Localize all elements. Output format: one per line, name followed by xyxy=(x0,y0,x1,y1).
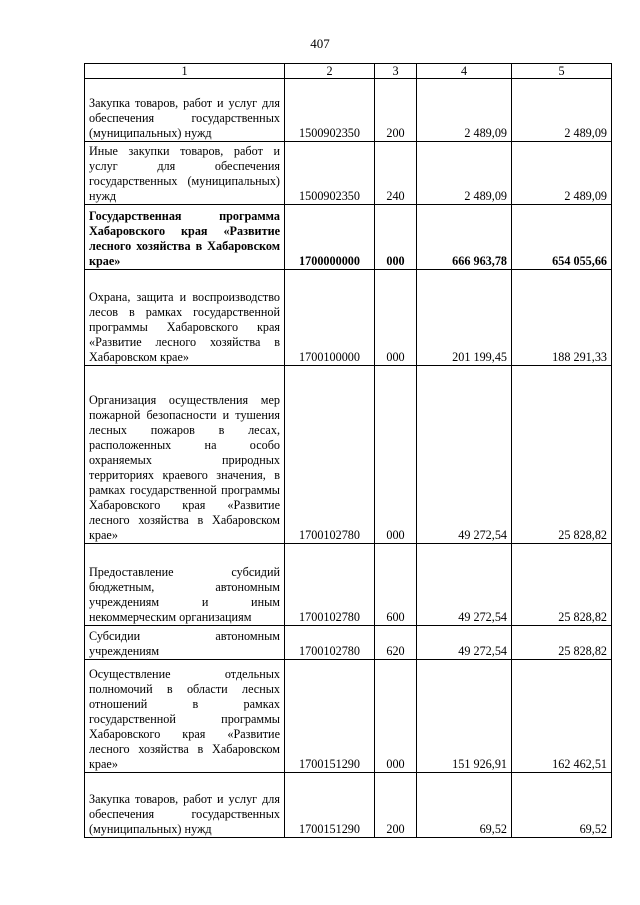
target-article-code: 1700151290 xyxy=(285,773,375,838)
page-number: 407 xyxy=(310,36,330,51)
table-row xyxy=(85,626,612,660)
sum-second-year: 188 291,33 xyxy=(512,270,612,366)
sum-second-year: 25 828,82 xyxy=(512,626,612,660)
target-article-code: 1500902350 xyxy=(285,79,375,142)
expense-type-code: 600 xyxy=(375,544,417,626)
sum-second-year: 25 828,82 xyxy=(512,366,612,544)
sum-first-year: 2 489,09 xyxy=(417,79,512,142)
expense-type-code: 000 xyxy=(375,366,417,544)
table-row xyxy=(85,142,612,205)
expense-type-code: 240 xyxy=(375,142,417,205)
sum-first-year: 49 272,54 xyxy=(417,544,512,626)
expense-name: Осуществление отдельных полномочий в области лесных отношений в рамках государственной программы Хабаровского края «Развитие лесного хозяйства в Хабаровском крае» xyxy=(85,660,285,773)
target-article-code: 1500902350 xyxy=(285,142,375,205)
expense-name: Государственная программа Хабаровского края «Развитие лесного хозяйства в Хабаровском крае» xyxy=(85,205,285,270)
expense-name: Закупка товаров, работ и услуг для обеспечения государственных (муниципальных) нужд xyxy=(85,79,285,142)
sum-first-year: 201 199,45 xyxy=(417,270,512,366)
expense-type-code: 200 xyxy=(375,773,417,838)
column-number-row xyxy=(85,64,612,79)
target-article-code: 1700102780 xyxy=(285,366,375,544)
column-number-2: 2 xyxy=(285,64,375,79)
column-number-5: 5 xyxy=(512,64,612,79)
expense-name: Организация осуществления мер пожарной безопасности и тушения лесных пожаров в лесах, расположенных на особо охраняемых природных территориях краевого значения, в рамках государственной программы Хабаровского края «Развитие лесного хозяйства в Хабаровском крае» xyxy=(85,366,285,544)
sum-first-year: 2 489,09 xyxy=(417,142,512,205)
sum-second-year: 2 489,09 xyxy=(512,79,612,142)
sum-second-year: 654 055,66 xyxy=(512,205,612,270)
table-row xyxy=(85,544,612,626)
target-article-code: 1700102780 xyxy=(285,544,375,626)
sum-first-year: 49 272,54 xyxy=(417,366,512,544)
expense-name: Закупка товаров, работ и услуг для обеспечения государственных (муниципальных) нужд xyxy=(85,773,285,838)
sum-first-year: 49 272,54 xyxy=(417,626,512,660)
table-row xyxy=(85,270,612,366)
table-row xyxy=(85,205,612,270)
expense-type-code: 620 xyxy=(375,626,417,660)
expense-name: Охрана, защита и воспроизводство лесов в рамках государственной программы Хабаровского края «Развитие лесного хозяйства в Хабаровском крае» xyxy=(85,270,285,366)
expense-name: Субсидии автономным учреждениям xyxy=(85,626,285,660)
expense-name: Предоставление субсидий бюджетным, автономным учреждениям и иным некоммерческим организациям xyxy=(85,544,285,626)
sum-second-year: 69,52 xyxy=(512,773,612,838)
column-number-3: 3 xyxy=(375,64,417,79)
expense-name: Иные закупки товаров, работ и услуг для обеспечения государственных (муниципальных) нужд xyxy=(85,142,285,205)
table-row xyxy=(85,773,612,838)
expense-type-code: 000 xyxy=(375,660,417,773)
sum-second-year: 162 462,51 xyxy=(512,660,612,773)
target-article-code: 1700000000 xyxy=(285,205,375,270)
sum-second-year: 25 828,82 xyxy=(512,544,612,626)
column-number-4: 4 xyxy=(417,64,512,79)
sum-first-year: 666 963,78 xyxy=(417,205,512,270)
sum-first-year: 69,52 xyxy=(417,773,512,838)
table-row xyxy=(85,366,612,544)
sum-first-year: 151 926,91 xyxy=(417,660,512,773)
column-number-1: 1 xyxy=(85,64,285,79)
target-article-code: 1700100000 xyxy=(285,270,375,366)
sum-second-year: 2 489,09 xyxy=(512,142,612,205)
target-article-code: 1700102780 xyxy=(285,626,375,660)
expense-type-code: 200 xyxy=(375,79,417,142)
table-row xyxy=(85,660,612,773)
expense-type-code: 000 xyxy=(375,205,417,270)
table-row xyxy=(85,79,612,142)
target-article-code: 1700151290 xyxy=(285,660,375,773)
expense-type-code: 000 xyxy=(375,270,417,366)
budget-table xyxy=(84,63,612,838)
